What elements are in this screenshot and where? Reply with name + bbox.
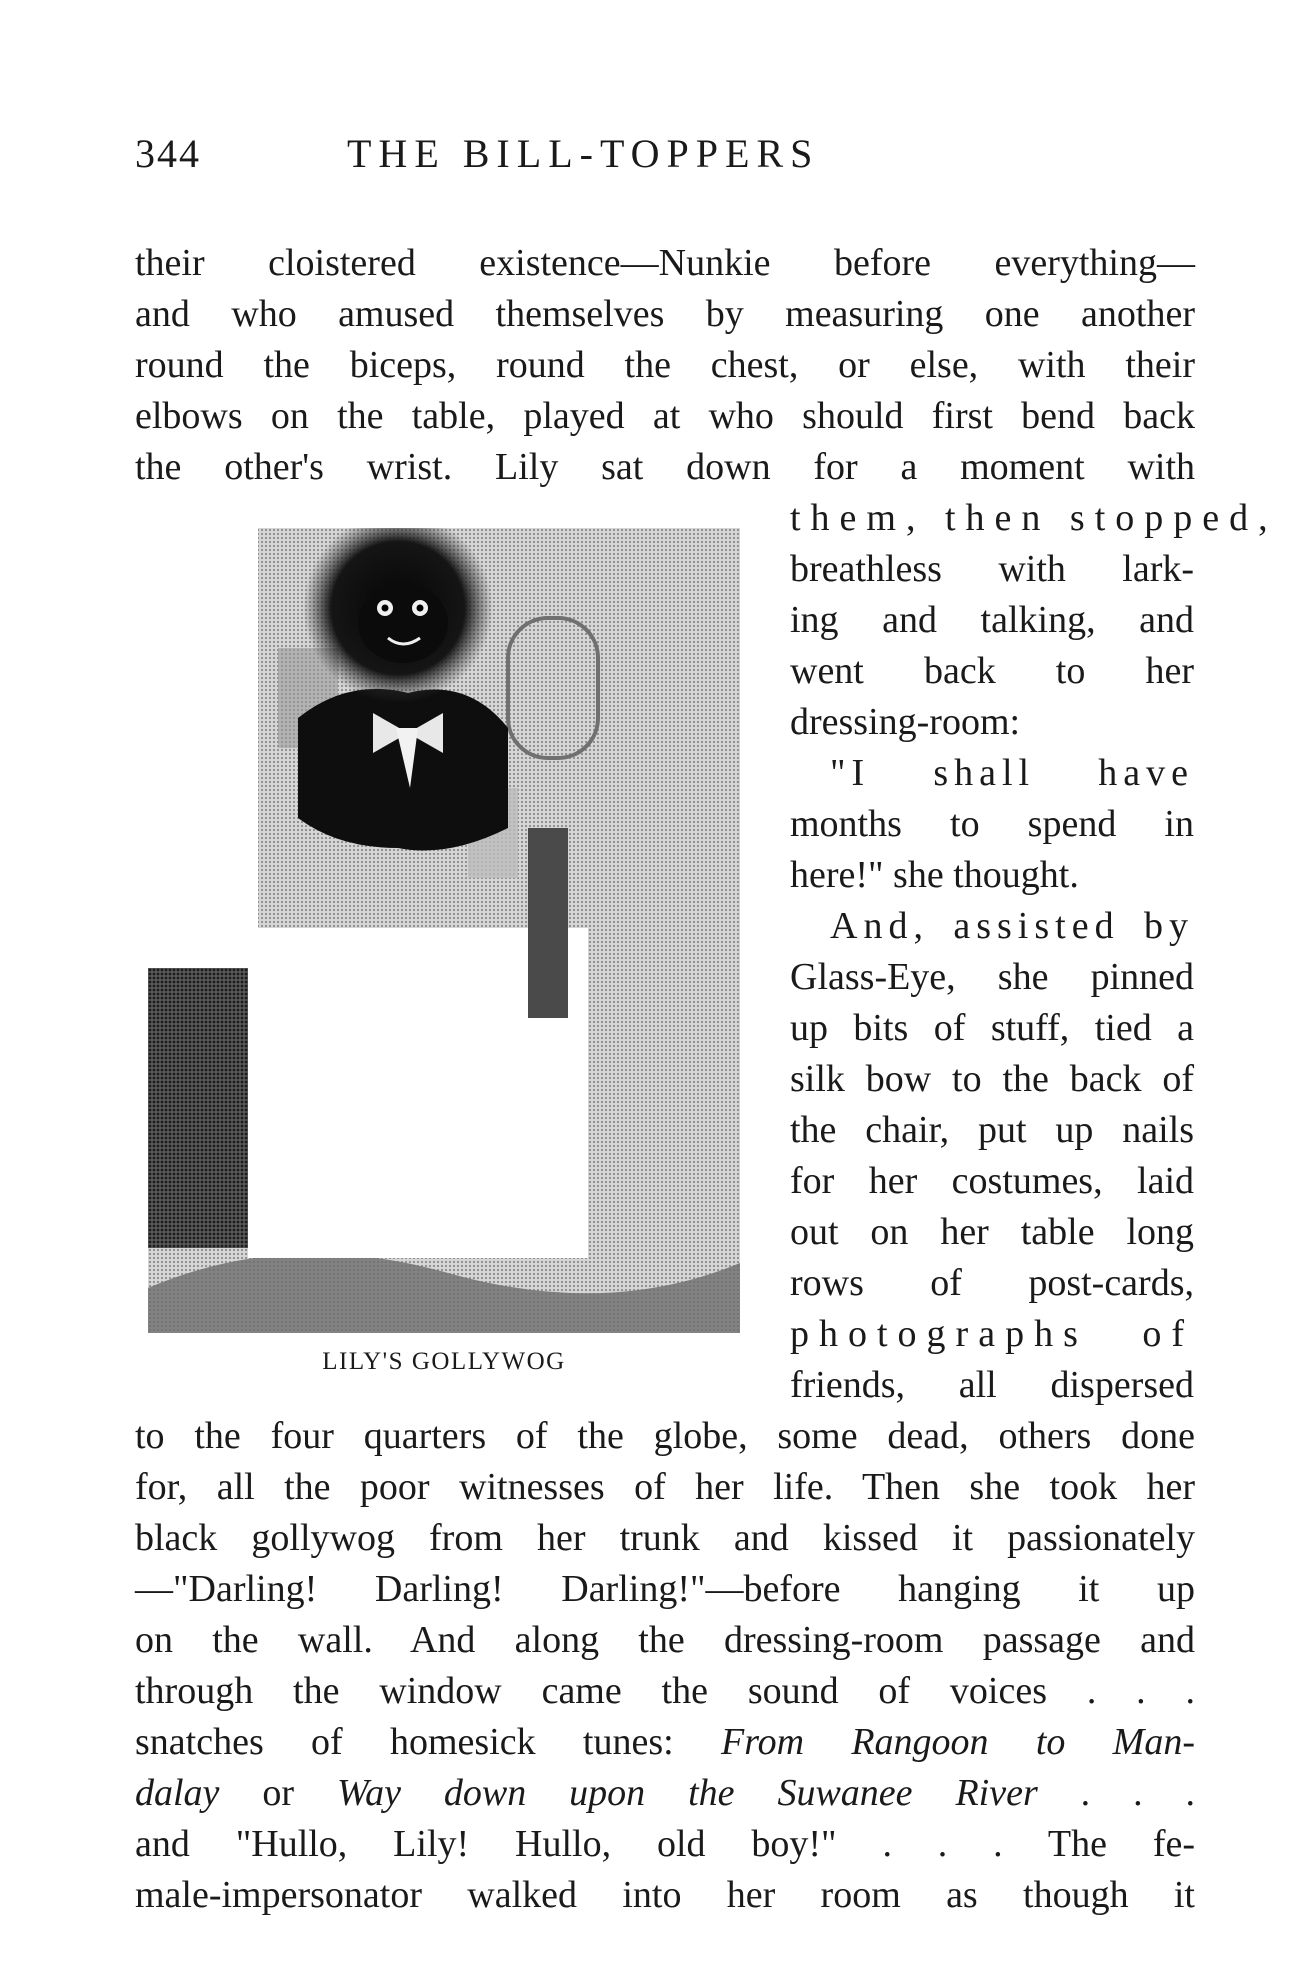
text-line: elbows on the table, played at who should first bend back	[135, 395, 1195, 437]
text-segment: . . .	[1037, 1772, 1196, 1814]
text-line: and who amused themselves by measuring one another	[135, 293, 1195, 335]
song-title: Way down upon the Suwanee River	[336, 1772, 1038, 1814]
text-line: "I shall have	[830, 752, 1194, 794]
gollywog-photograph	[148, 528, 740, 1333]
text-line: went back to her	[790, 650, 1194, 692]
text-line: up bits of stuff, tied a	[790, 1007, 1194, 1049]
text-segment: or	[219, 1772, 337, 1814]
page-number: 344	[135, 131, 201, 176]
text-line: their cloistered existence—Nunkie before everything—	[135, 242, 1195, 284]
figure-caption: LILY'S GOLLYWOG	[322, 1348, 566, 1375]
text-line: through the window came the sound of voices . . .	[135, 1670, 1195, 1712]
text-line: friends, all dispersed	[790, 1364, 1194, 1406]
song-title: From Rangoon to Man-	[720, 1721, 1195, 1763]
text-line	[135, 1717, 1195, 1767]
text-line: and "Hullo, Lily! Hullo, old boy!" . . . The fe-	[135, 1823, 1195, 1865]
text-line: silk bow to the back of	[790, 1058, 1194, 1100]
text-line: ing and talking, and	[790, 599, 1194, 641]
text-line: —"Darling! Darling! Darling!"—before hanging it up	[135, 1568, 1195, 1610]
text-line: black gollywog from her trunk and kissed it passionately	[135, 1517, 1195, 1559]
book-title: THE BILL-TOPPERS	[347, 131, 820, 176]
text-line: out on her table long	[790, 1211, 1194, 1253]
text-line: photographs of	[790, 1313, 1194, 1355]
text-line: to the four quarters of the globe, some dead, others done	[135, 1415, 1195, 1457]
text-line: Glass-Eye, she pinned	[790, 956, 1194, 998]
text-line	[135, 1768, 1195, 1818]
text-line: months to spend in	[790, 803, 1194, 845]
text-line: rows of post-cards,	[790, 1262, 1194, 1304]
text-line: for, all the poor witnesses of her life. Then she took her	[135, 1466, 1195, 1508]
text-line: the chair, put up nails	[790, 1109, 1194, 1151]
song-title: dalay	[135, 1772, 220, 1814]
text-line: for her costumes, laid	[790, 1160, 1194, 1202]
text-line: them, then stopped,	[790, 497, 1278, 539]
text-line: the other's wrist. Lily sat down for a moment with	[135, 446, 1195, 488]
text-line: round the biceps, round the chest, or else, with their	[135, 344, 1195, 386]
text-line: And, assisted by	[830, 905, 1194, 947]
text-line: dressing-room:	[790, 701, 1021, 743]
text-line: breathless with lark-	[790, 548, 1194, 590]
text-line: here!" she thought.	[790, 854, 1079, 896]
text-line: on the wall. And along the dressing-room passage and	[135, 1619, 1195, 1661]
running-head	[135, 130, 1195, 190]
gollywog-illustration	[148, 528, 740, 1333]
text-line: male-impersonator walked into her room as though it	[135, 1874, 1195, 1916]
text-segment: snatches of homesick tunes:	[135, 1721, 721, 1763]
